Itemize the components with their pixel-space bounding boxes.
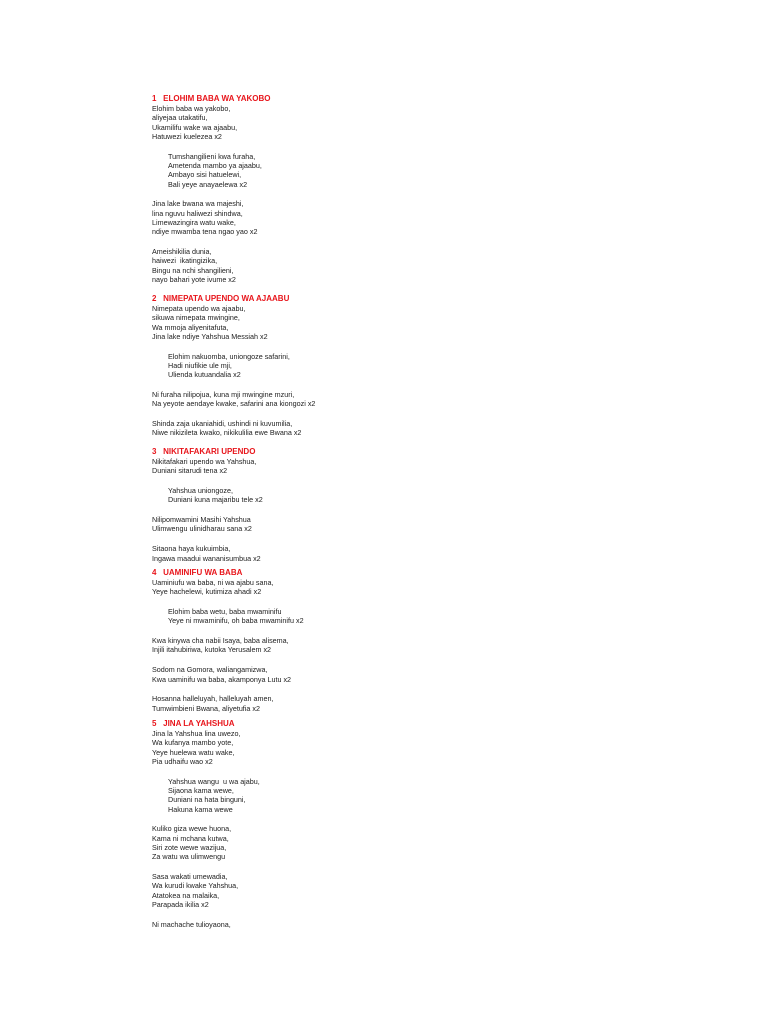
lyric-line: Sodom na Gomora, waliangamizwa, [152,665,268,675]
lyric-line: Tumshangilieni kwa furaha, [168,151,256,161]
verse-stanza [152,515,572,534]
lyric-line: Yeye huelewa watu wake, [152,747,235,757]
lyric-line: Yeye hachelewi, kutimiza ahadi x2 [152,587,262,597]
lyric-line: Kwa uaminifu wa baba, akamponya Lutu x2 [152,674,292,684]
song-block [152,94,572,295]
verse-stanza [152,104,572,141]
lyric-line: Wa kufanya mambo yote, [152,738,234,748]
lyric-line: Uaminiufu wa baba, ni wa ajabu sana, [152,578,274,587]
song-title: 5 JINA LA YAHSHUA [152,719,235,728]
lyric-line: Na yeyote aendaye kwake, safarini ana kiongozi x2 [152,399,316,409]
lyric-line: Nikitafakari upendo wa Yahshua, [152,457,257,466]
lyric-line: Elohim baba wa yakobo, [152,104,231,113]
lyric-line: Nimepata upendo wa ajaabu, [152,304,246,313]
lyric-line: Ametenda mambo ya ajaabu, [168,160,262,170]
lyric-line: Sijaona kama wewe, [168,785,234,795]
lyric-line: Jina lake bwana wa majeshi, [152,199,244,209]
lyric-line: Ingawa maadui wananisumbua x2 [152,553,261,563]
lyric-line: Kwa kinywa cha nabii Isaya, baba alisema, [152,636,289,646]
lyric-line: Parapada ikilia x2 [152,899,209,909]
song-title: 1 ELOHIM BABA WA YAKOBO [152,94,271,103]
verse-stanza [152,824,572,861]
lyric-line: Jina lake ndiye Yahshua Messiah x2 [152,331,268,341]
song-title: 4 UAMINIFU WA BABA [152,568,243,577]
song-block [152,568,572,723]
chorus-stanza [152,777,572,814]
lyric-line: Hadi niufikie ule mji, [168,360,232,370]
song-title: 2 NIMEPATA UPENDO WA AJAABU [152,294,290,303]
verse-stanza [152,544,572,563]
lyric-line: sikuwa nimepata mwingine, [152,313,240,323]
lyric-line: Elohim nakuomba, uniongoze safarini, [168,351,290,361]
lyric-line: Jina la Yahshua lina uwezo, [152,729,241,738]
lyric-line: Sitaona haya kukuimbia, [152,544,231,554]
lyric-line: lina nguvu haliwezi shindwa, [152,208,243,218]
lyric-line: Yeye ni mwaminifu, oh baba mwaminifu x2 [168,616,304,626]
lyric-line: Ambayo sisi hatuelewi, [168,170,242,180]
lyric-line: aliyejaa utakatifu, [152,113,208,123]
lyric-line: Nilipomwamini Masihi Yahshua [152,515,251,525]
lyric-line: Hatuwezi kuelezea x2 [152,131,222,141]
lyric-line: Niwe nikizileta kwako, nikikulilia ewe Bwana x2 [152,428,302,438]
verse-stanza [152,578,572,597]
lyric-line: Hosanna halleluyah, halleluyah amen, [152,694,274,704]
verse-stanza [152,419,572,438]
verse-stanza [152,872,572,909]
verse-stanza [152,457,572,476]
lyric-line: Duniani kuna majaribu tele x2 [168,495,263,505]
lyric-line: Sasa wakati umewadia, [152,872,228,882]
verse-stanza [152,920,572,929]
song-block [152,447,572,573]
chorus-stanza [152,607,572,626]
lyric-line: Ulienda kutuandalia x2 [168,370,241,380]
verse-stanza [152,729,572,766]
lyric-line: Limewazingira watu wake, [152,217,236,227]
lyric-line: nayo bahari yote ivume x2 [152,274,236,284]
lyric-line: Duniani na hata binguni, [168,795,246,805]
lyric-line: Ameishikilia dunia, [152,247,212,257]
lyric-line: Ukamilifu wake wa ajaabu, [152,122,238,132]
lyric-line: Yahshua wangu u wa ajabu, [168,776,260,786]
verse-stanza [152,694,572,713]
lyric-line: Pia udhaifu wao x2 [152,756,213,766]
lyric-line: Siri zote wewe wazijua, [152,842,227,852]
lyric-line: Injili itahubiriwa, kutoka Yerusalem x2 [152,645,272,655]
lyric-line: Wa mmoja aliyenitafuta, [152,322,229,332]
song-block [152,719,572,940]
lyric-line: Duniani sitarudi tena x2 [152,466,228,476]
verse-stanza [152,304,572,341]
lyric-line: Ni machache tulioyaona, [152,919,231,929]
verse-stanza [152,390,572,409]
chorus-stanza [152,152,572,189]
lyric-line: Ni furaha nilipojua, kuna mji mwingine mzuri, [152,390,295,400]
lyric-line: Tumwimbieni Bwana, aliyetufia x2 [152,703,260,713]
lyric-line: Bingu na nchi shangilieni, [152,265,234,275]
song-block [152,294,572,448]
lyric-line: Kuliko giza wewe huona, [152,824,232,834]
lyric-line: Hakuna kama wewe [168,804,233,814]
verse-stanza [152,665,572,684]
lyric-line: Yahshua uniongoze, [168,486,234,496]
lyric-line: Shinda zaja ukaniahidi, ushindi ni kuvumilia, [152,419,293,429]
lyric-line: Kama ni mchana kutwa, [152,833,229,843]
song-title: 3 NIKITAFAKARI UPENDO [152,447,256,456]
verse-stanza [152,199,572,236]
lyric-line: Ulimwengu ulinidharau sana x2 [152,524,252,534]
verse-stanza [152,636,572,655]
lyric-line: Atatokea na malaika, [152,890,220,900]
lyric-line: Wa kurudi kwake Yahshua, [152,881,239,891]
verse-stanza [152,247,572,284]
lyric-line: Za watu wa ulimwengu [152,852,226,862]
lyric-line: Elohim baba wetu, baba mwaminifu [168,607,282,617]
chorus-stanza [152,352,572,380]
chorus-stanza [152,486,572,505]
lyric-line: ndiye mwamba tena ngao yao x2 [152,227,258,237]
lyric-line: Bali yeye anayaelewa x2 [168,179,248,189]
lyric-line: haiwezi ikatingizika, [152,256,218,266]
